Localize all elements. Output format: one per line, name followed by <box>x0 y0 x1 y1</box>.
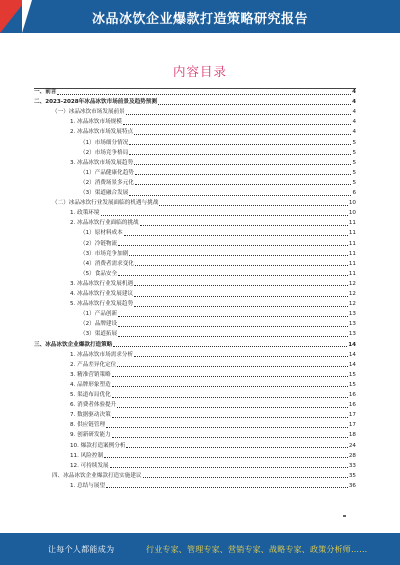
toc-leader-dots <box>135 184 352 185</box>
toc-leader-dots <box>113 346 347 347</box>
toc-leader-dots <box>123 124 352 125</box>
toc-entry-page: 11 <box>348 230 356 237</box>
toc-entry[interactable] <box>52 109 356 116</box>
toc-entry[interactable] <box>70 220 356 227</box>
toc-leader-dots <box>112 386 348 387</box>
toc-entry-title: 1. 冰品冰饮市场规模 <box>70 119 122 126</box>
toc-entry-page: 14 <box>348 351 356 358</box>
toc-entry[interactable] <box>70 432 356 439</box>
toc-leader-dots <box>117 407 348 408</box>
toc-entry-page: 11 <box>348 250 356 257</box>
toc-leader-dots <box>118 275 348 276</box>
toc-entry-page: 12 <box>348 301 356 308</box>
toc-leader-dots <box>118 326 348 327</box>
toc-leader-dots <box>112 397 348 398</box>
toc-leader-dots <box>135 265 348 266</box>
toc-entry-title: 2. 冰品冰饮市场发展特点 <box>70 129 134 136</box>
toc-entry-page: 35 <box>348 472 356 479</box>
toc-entry-page: 15 <box>348 381 356 388</box>
toc-entry-title: 2. 产品差异化定位 <box>70 361 117 368</box>
toc-entry-title: 4. 品牌形象塑造 <box>70 381 111 388</box>
toc-leader-dots <box>118 316 348 317</box>
toc-entry-title: 6. 消费者体验提升 <box>70 402 117 409</box>
toc-entry[interactable] <box>80 140 356 147</box>
toc-entry-title: （2）冷链物流 <box>80 240 118 247</box>
toc-entry-title: 3. 冰品冰饮行业发展机遇 <box>70 280 134 287</box>
toc-leader-dots <box>129 195 351 196</box>
toc-entry-title: 8. 供应链管理 <box>70 422 106 429</box>
toc-entry-page: 4 <box>352 109 356 116</box>
toc-heading: 内容目录 <box>172 64 227 79</box>
toc-entry-title: （一）冰品冰饮市场发展前景 <box>52 109 125 116</box>
toc-leader-dots <box>134 134 351 135</box>
toc-entry-title: （1）产品健康化趋势 <box>80 169 134 176</box>
toc-entry-title: 4. 冰品冰饮行业发展建议 <box>70 291 134 297</box>
toc-entry[interactable] <box>70 210 356 217</box>
toc-entry-title: （2）品牌建设 <box>80 321 118 328</box>
toc-entry-title: 1. 冰品冰饮市场需求分析 <box>70 351 134 358</box>
toc-entry[interactable] <box>70 392 356 399</box>
toc-entry[interactable] <box>80 331 356 338</box>
toc-entry-page: 14 <box>348 361 356 368</box>
toc-leader-dots <box>124 235 348 236</box>
toc-entry-page: 13 <box>348 331 356 338</box>
toc-entry[interactable] <box>80 190 356 197</box>
toc-entry-page: 16 <box>348 392 356 398</box>
toc-entry-title: 3. 冰品冰饮市场发展趋势 <box>70 159 134 166</box>
report-title: 冰品冰饮企业爆款打造策略研究报告 <box>91 12 308 27</box>
toc-entry-page: 24 <box>348 442 356 449</box>
toc-entry-page: 11 <box>348 260 356 267</box>
toc-entry-title: （1）产品创新 <box>80 311 118 318</box>
toc-entry[interactable] <box>70 372 356 379</box>
toc-entry[interactable] <box>70 160 356 167</box>
toc-leader-dots <box>134 296 348 297</box>
toc-leader-dots <box>126 114 352 115</box>
toc-entry[interactable] <box>80 321 356 328</box>
toc-entry[interactable] <box>70 412 356 419</box>
toc-entry-page: 11 <box>348 270 356 277</box>
toc-entry[interactable] <box>80 261 356 268</box>
toc-entry-title: （4）消费者需求变化 <box>80 260 134 267</box>
toc-entry-title: 2. 冰品冰饮行业面临的挑战 <box>70 220 139 227</box>
toc-leader-dots <box>134 306 348 307</box>
toc-leader-dots <box>134 285 348 286</box>
toc-entry[interactable] <box>52 473 356 480</box>
toc-leader-dots <box>140 225 348 226</box>
toc-entry-page: 17 <box>348 412 356 419</box>
toc-entry-page: 6 <box>352 190 356 196</box>
toc-entry[interactable] <box>70 402 356 409</box>
toc-entry[interactable] <box>70 453 356 460</box>
toc-entry[interactable] <box>80 180 356 187</box>
toc-entry-page: 5 <box>352 169 356 176</box>
toc-leader-dots <box>129 144 351 145</box>
toc-entry-page: 4 <box>352 89 356 95</box>
toc-leader-dots <box>126 447 347 448</box>
toc-leader-dots <box>112 417 348 418</box>
toc-entry[interactable] <box>80 150 356 157</box>
toc-entry-page: 5 <box>352 159 356 166</box>
toc-entry-page: 4 <box>352 99 356 106</box>
toc-entry-title: 四、冰品冰饮企业爆款打造实施建议 <box>52 472 142 479</box>
toc-leader-dots <box>134 356 348 357</box>
toc-entry[interactable] <box>70 119 356 126</box>
toc-entry[interactable] <box>80 251 356 258</box>
toc-leader-dots <box>112 437 348 438</box>
toc-entry[interactable] <box>34 89 356 96</box>
toc-entry-title: （2）市场竞争格局 <box>80 149 129 156</box>
toc-entry-page: 4 <box>352 129 356 136</box>
toc-entry[interactable] <box>34 99 356 106</box>
toc-entry-title: 5. 渠道布局优化 <box>70 392 111 398</box>
toc-leader-dots <box>143 477 348 478</box>
toc-entry-title: （3）渠道融合发展 <box>80 190 129 196</box>
toc-entry-title: 1. 总结与展望 <box>70 482 106 489</box>
toc-leader-dots <box>118 245 348 246</box>
toc-entry-page: 18 <box>348 432 356 439</box>
toc-entry-page: 28 <box>348 452 356 459</box>
toc-entry-page: 36 <box>348 482 356 489</box>
toc-entry-title: 5. 冰品冰饮行业发展趋势 <box>70 301 134 308</box>
toc-entry-title: （1）原材料成本 <box>80 230 123 237</box>
toc-entry-page: 16 <box>348 402 356 409</box>
report-header <box>0 0 400 33</box>
toc-entry[interactable] <box>52 200 356 207</box>
toc-entry[interactable] <box>70 352 356 359</box>
toc-entry-page: 13 <box>348 321 356 328</box>
toc-entry-title: 10. 爆款打造案例分析 <box>70 442 126 449</box>
toc-entry[interactable] <box>80 311 356 318</box>
toc-leader-dots <box>118 336 348 337</box>
toc-entry[interactable] <box>80 271 356 278</box>
toc-leader-dots <box>110 467 348 468</box>
toc-leader-dots <box>135 174 352 175</box>
toc-entry[interactable] <box>80 241 356 248</box>
toc-entry[interactable] <box>70 281 356 288</box>
toc-leader-dots <box>106 487 348 488</box>
toc-entry[interactable] <box>70 382 356 389</box>
toc-entry-title: 11. 风险控制 <box>70 452 104 459</box>
toc-entry-page: 10 <box>348 200 356 207</box>
toc-leader-dots <box>101 215 348 216</box>
toc-entry[interactable] <box>70 443 356 450</box>
toc-entry-title: 9. 创新研发能力 <box>70 432 111 439</box>
toc-entry-title: 7. 数据驱动决策 <box>70 412 111 419</box>
toc-entry-page: 11 <box>348 220 356 227</box>
toc-entry[interactable] <box>80 170 356 177</box>
toc-entry-title: （1）市场细分情况 <box>80 139 129 146</box>
toc-entry-page: 4 <box>352 119 356 126</box>
toc-entry-page: 33 <box>348 462 356 469</box>
toc-leader-dots <box>104 457 348 458</box>
toc-leader-dots <box>158 104 351 105</box>
toc-leader-dots <box>129 255 348 256</box>
toc-entry-page: 17 <box>348 422 356 429</box>
toc-entry-title: （3）渠道拓展 <box>80 331 118 338</box>
toc-entry-page: 12 <box>348 291 356 297</box>
toc-entry-page: 12 <box>348 280 356 287</box>
toc-entry[interactable] <box>70 301 356 308</box>
toc-entry-page: 10 <box>348 210 356 217</box>
footer-tagline: 行业专家、管理专家、营销专家、战略专家、政策分析师…… <box>146 545 368 554</box>
toc-leader-dots <box>106 427 348 428</box>
toc-entry[interactable] <box>70 129 356 136</box>
toc-leader-dots <box>134 164 351 165</box>
toc-entry[interactable] <box>70 483 356 490</box>
toc-entry-title: 12. 可持续发展 <box>70 462 109 469</box>
toc-leader-dots <box>112 376 348 377</box>
toc-entry-page: 13 <box>348 311 356 318</box>
toc-entry-title: （2）消费场景多元化 <box>80 179 134 186</box>
toc-entry-page: 5 <box>352 149 356 156</box>
toc-entry-title: （二）冰品冰饮行业发展面临的机遇与挑战 <box>52 200 159 207</box>
toc-entry[interactable] <box>70 422 356 429</box>
toc-entry[interactable] <box>70 362 356 369</box>
toc-entry[interactable] <box>70 463 356 470</box>
report-footer <box>0 533 400 565</box>
toc-leader-dots <box>159 205 348 206</box>
page-mark <box>343 515 346 517</box>
footer-slogan: 让每个人都能成为 <box>48 545 115 554</box>
toc-leader-dots <box>117 366 348 367</box>
toc-entry-page: 11 <box>348 240 356 247</box>
toc-entry[interactable] <box>34 342 356 349</box>
toc-entry-page: 14 <box>348 341 356 348</box>
toc-entry-page: 5 <box>352 139 356 146</box>
toc-entry-page: 5 <box>352 179 356 186</box>
toc-entry-page: 15 <box>348 371 356 378</box>
toc-entry[interactable] <box>80 230 356 237</box>
toc-leader-dots <box>57 94 351 95</box>
toc-leader-dots <box>129 154 351 155</box>
toc-entry-title: 一、前言 <box>34 89 57 95</box>
toc-entry-title: （5）食品安全 <box>80 270 118 277</box>
toc-entry-title: 二、2023-2028年冰品冰饮市场前景及趋势预测 <box>34 99 157 106</box>
toc-entry-title: 1. 政策环境 <box>70 210 100 217</box>
toc-entry-title: （3）市场竞争加剧 <box>80 250 129 257</box>
toc-entry[interactable] <box>70 291 356 298</box>
toc-entry-title: 3. 精准营销策略 <box>70 371 111 378</box>
toc-entry-title: 三、冰品冰饮企业爆款打造策略 <box>34 341 113 348</box>
